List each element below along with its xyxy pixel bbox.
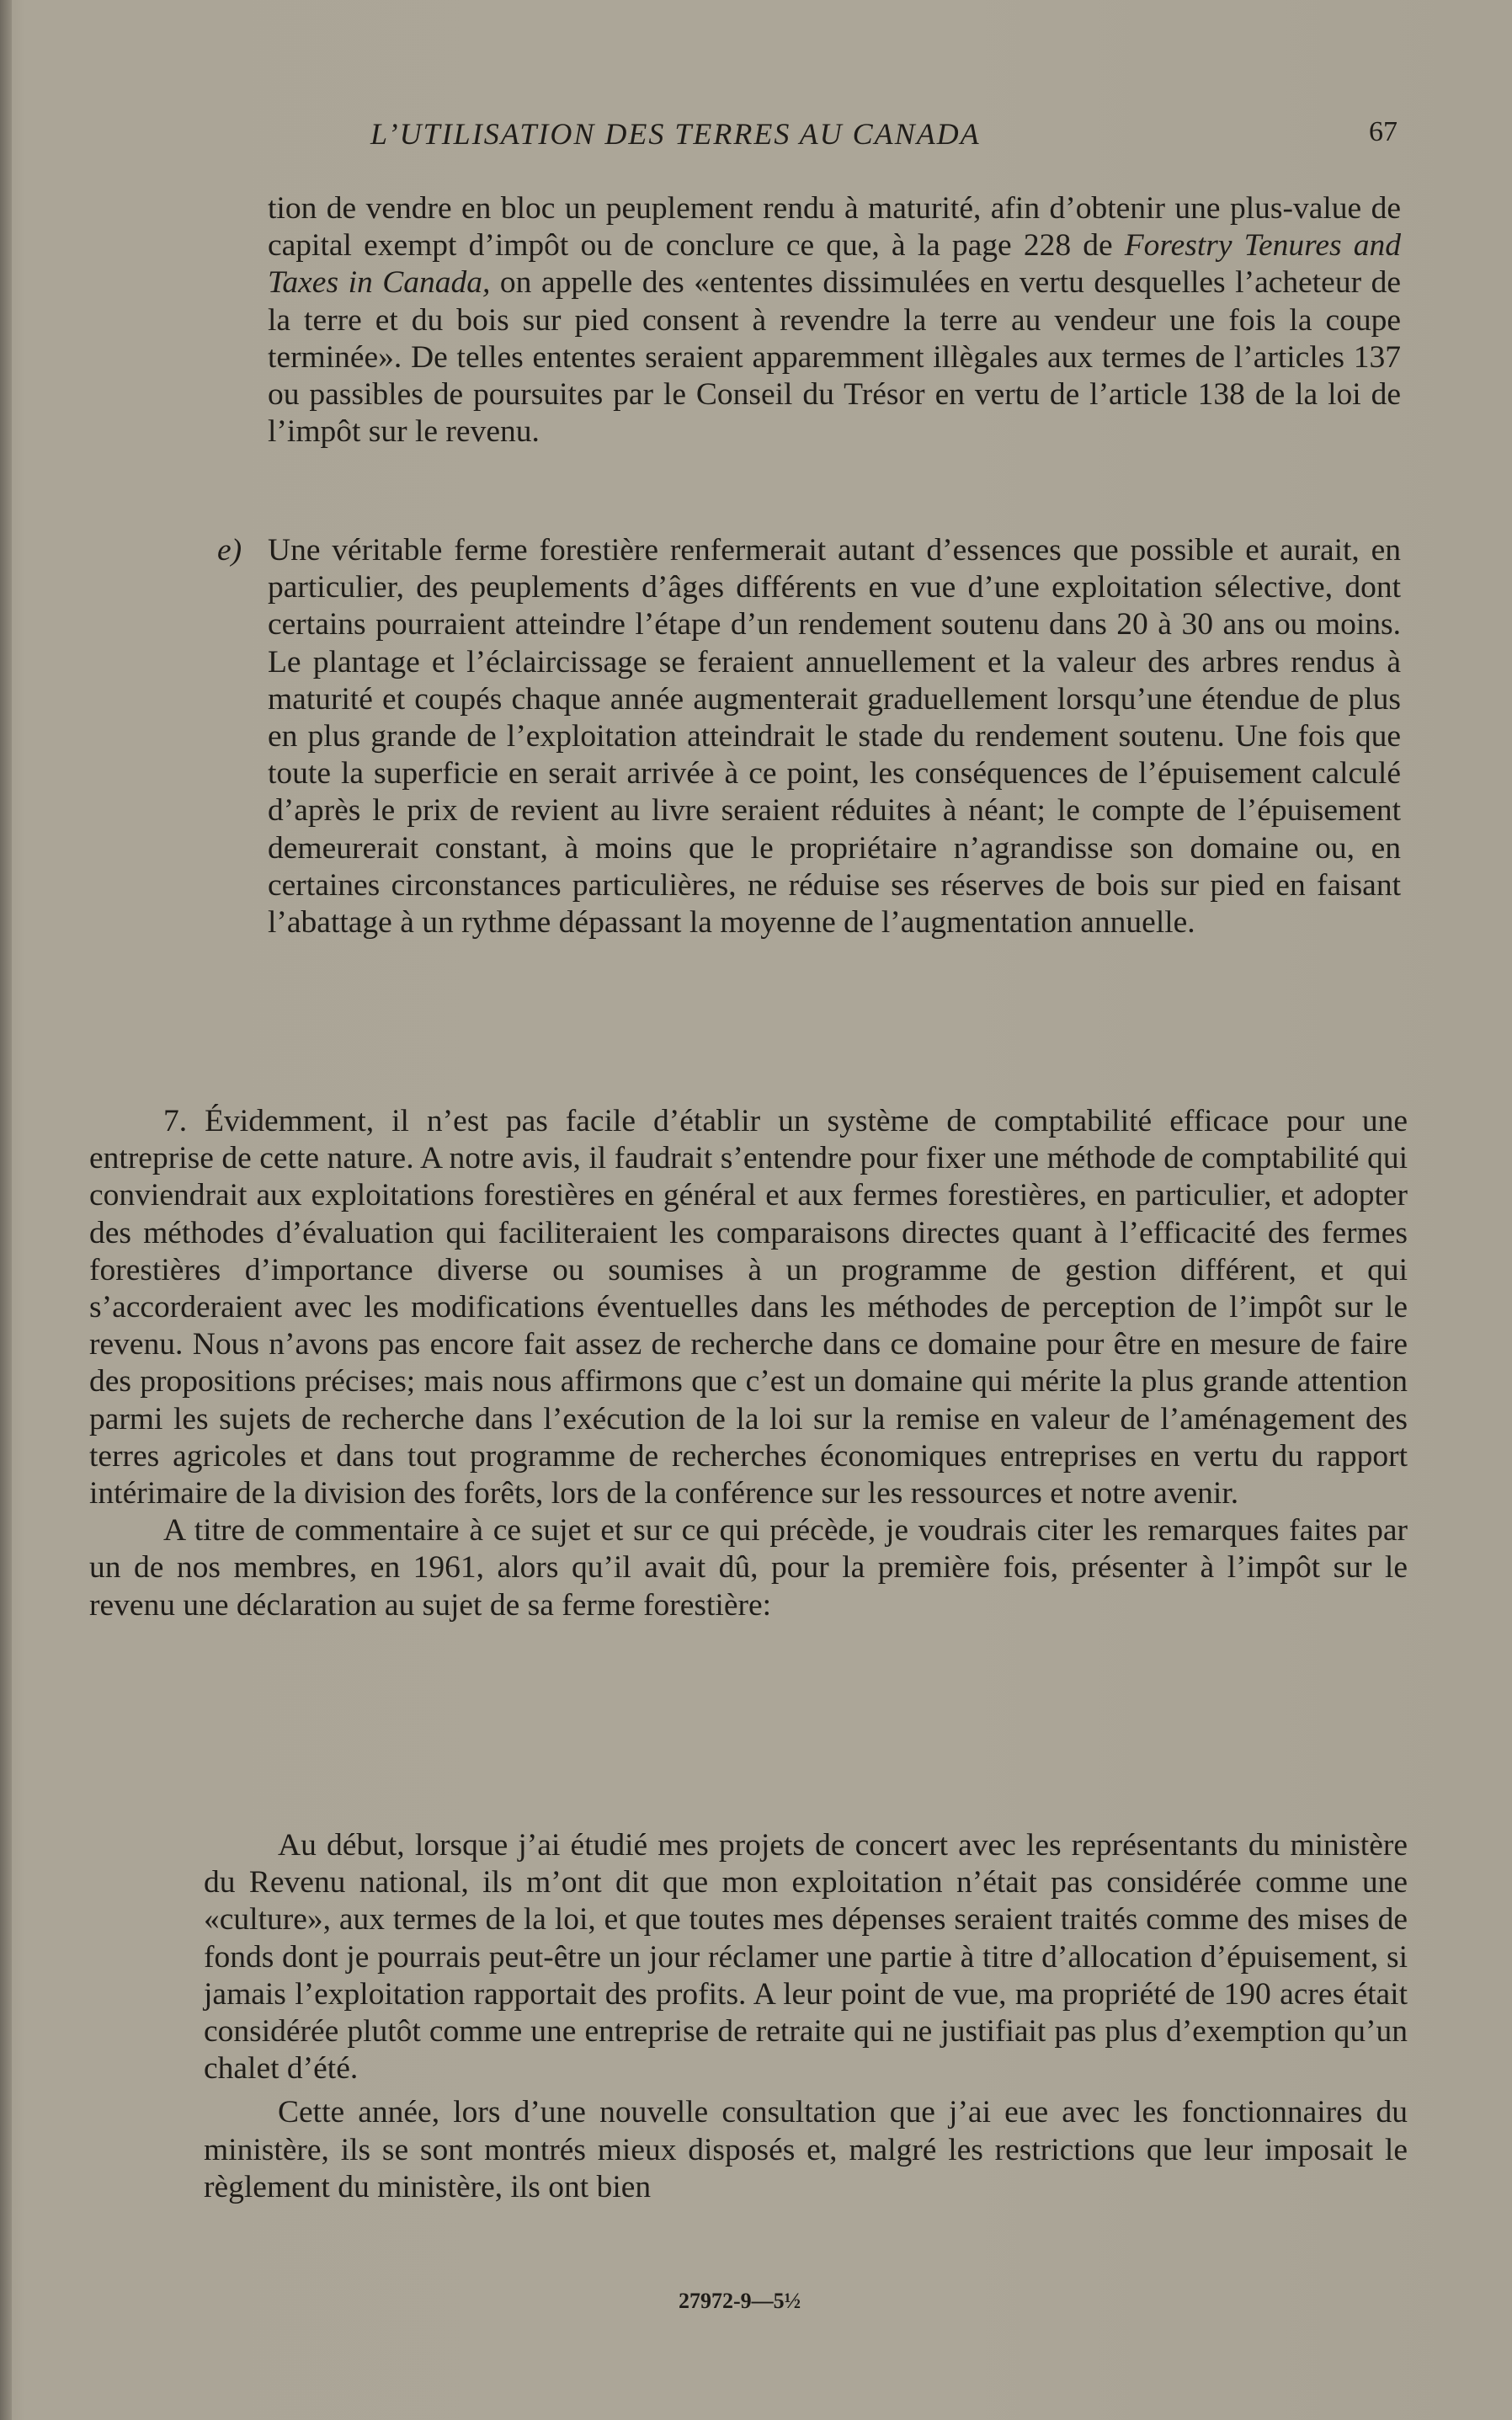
body-section bbox=[89, 1103, 1408, 1624]
continued-text-before: tion de vendre en bloc un peuplement rendu à maturité, afin d’obtenir une plus-value de capital exempt d’impôt ou de conclure ce que, à la page 228 de bbox=[268, 191, 1401, 264]
book-spine-shadow bbox=[0, 0, 12, 2420]
paragraph-commentary: A titre de commentaire à ce sujet et sur ce qui précède, je voudrais citer les remarques faites par un de nos membres, en 1961, alors qu’il avait dû, pour la première fois, présenter à l’impôt sur le revenu une déclaration au sujet de sa ferme forestière: bbox=[89, 1513, 1408, 1623]
continued-paragraph bbox=[268, 190, 1401, 450]
printer-signature-mark: 27972-9—5½ bbox=[679, 2289, 801, 2313]
book-title-reference: Forestry Tenures and Taxes in Canada, bbox=[268, 228, 1402, 301]
list-item-text: Une véritable ferme forestière renfermerait autant d’essences que possible et aurait, en particulier, des peuplements d’âges différents en vue d’une exploitation sélective, dont certains pourraient atteindre l’étape d’un rendement soutenu dans 20 à 30 ans ou moins. Le plantage et l’éclaircissage se feraient annuellement et la valeur des arbres rendus à maturité et coupés chaque année augmenterait graduellement lorsqu’une étendue de plus en plus grande de l’exploitation atteindrait le stade du rendement soutenu. Une fois que toute la superficie en serait arrivée à ce point, les conséquences de l’épuisement calculé d’après le prix de revient au livre seraient réduites à néant; le compte de l’épuisement demeurerait constant, à moins que le propriétaire n’agrandisse son domaine ou, en certaines circonstances particulières, ne réduise ses réserves de bois sur pied en faisant l’abattage à un rythme dépassant la moyenne de l’augmentation annuelle. bbox=[268, 533, 1401, 941]
continued-text-after: on appelle des «ententes dissimulées en vertu desquelles l’acheteur de la terre et du bois sur pied consent à revendre la terre au vendeur une fois la coupe terminée». De telles ententes seraient apparemment illègales aux termes de l’articles 137 ou passibles de poursuites par le Conseil du Trésor en vertu de l’article 138 de la loi de l’impôt sur le revenu. bbox=[268, 265, 1401, 450]
paragraph-7: 7. Évidemment, il n’est pas facile d’établir un système de comptabilité efficace pour une entreprise de cette nature. A notre avis, il faudrait s’entendre pour fixer une méthode de comptabilité qui conviendrait aux exploitations forestières en général et aux fermes forestières, en particulier, et adopter des méthodes d’évaluation qui faciliteraient les comparaisons directes quant à l’efficacité des fermes forestières d’importance diverse ou soumises à un programme de gestion différent, et qui s’accorderaient avec les modifications éventuelles dans les méthodes de perception de l’impôt sur le revenu. Nous n’avons pas encore fait assez de recherche dans ce domaine pour être en mesure de faire des propositions précises; mais nous affirmons que c’est un domaine qui mérite la plus grande attention parmi les sujets de recherche dans l’exécution de la loi sur la remise en valeur de l’aménagement des terres agricoles et dans tout programme de recherches économiques entreprises en vertu du rapport intérimaire de la division des forêts, lors de la conférence sur les ressources et notre avenir. bbox=[89, 1104, 1408, 1511]
continued-text bbox=[268, 190, 1401, 450]
quote-paragraph-1: Au début, lorsque j’ai étudié mes projets de concert avec les représentants du ministère du Revenu national, ils m’ont dit que mon exploitation n’était pas considérée comme une «culture», aux termes de la loi, et que toutes mes dépenses seraient traités comme des mises de fonds dont je pourrais peut-être un jour réclamer une partie à titre d’allocation d’épuisement, si jamais l’exploitation rapportait des profits. A leur point de vue, ma propriété de 190 acres était considérée plutôt comme une entreprise de retraite qui ne justifiait pas plus d’exemption qu’un chalet d’été. bbox=[204, 1828, 1408, 2087]
list-item-label: e) bbox=[217, 533, 242, 568]
running-title: L’UTILISATION DES TERRES AU CANADA bbox=[370, 117, 981, 151]
quote-paragraph-2: Cette année, lors d’une nouvelle consultation que j’ai eue avec les fonctionnaires du ministère, ils se sont montrés mieux disposés et, malgré les restrictions que leur imposait le règlement du ministère, ils ont bien bbox=[204, 2095, 1408, 2204]
block-quote bbox=[204, 1827, 1408, 2206]
list-item-e bbox=[217, 532, 1401, 941]
page-number: 67 bbox=[1369, 116, 1398, 147]
